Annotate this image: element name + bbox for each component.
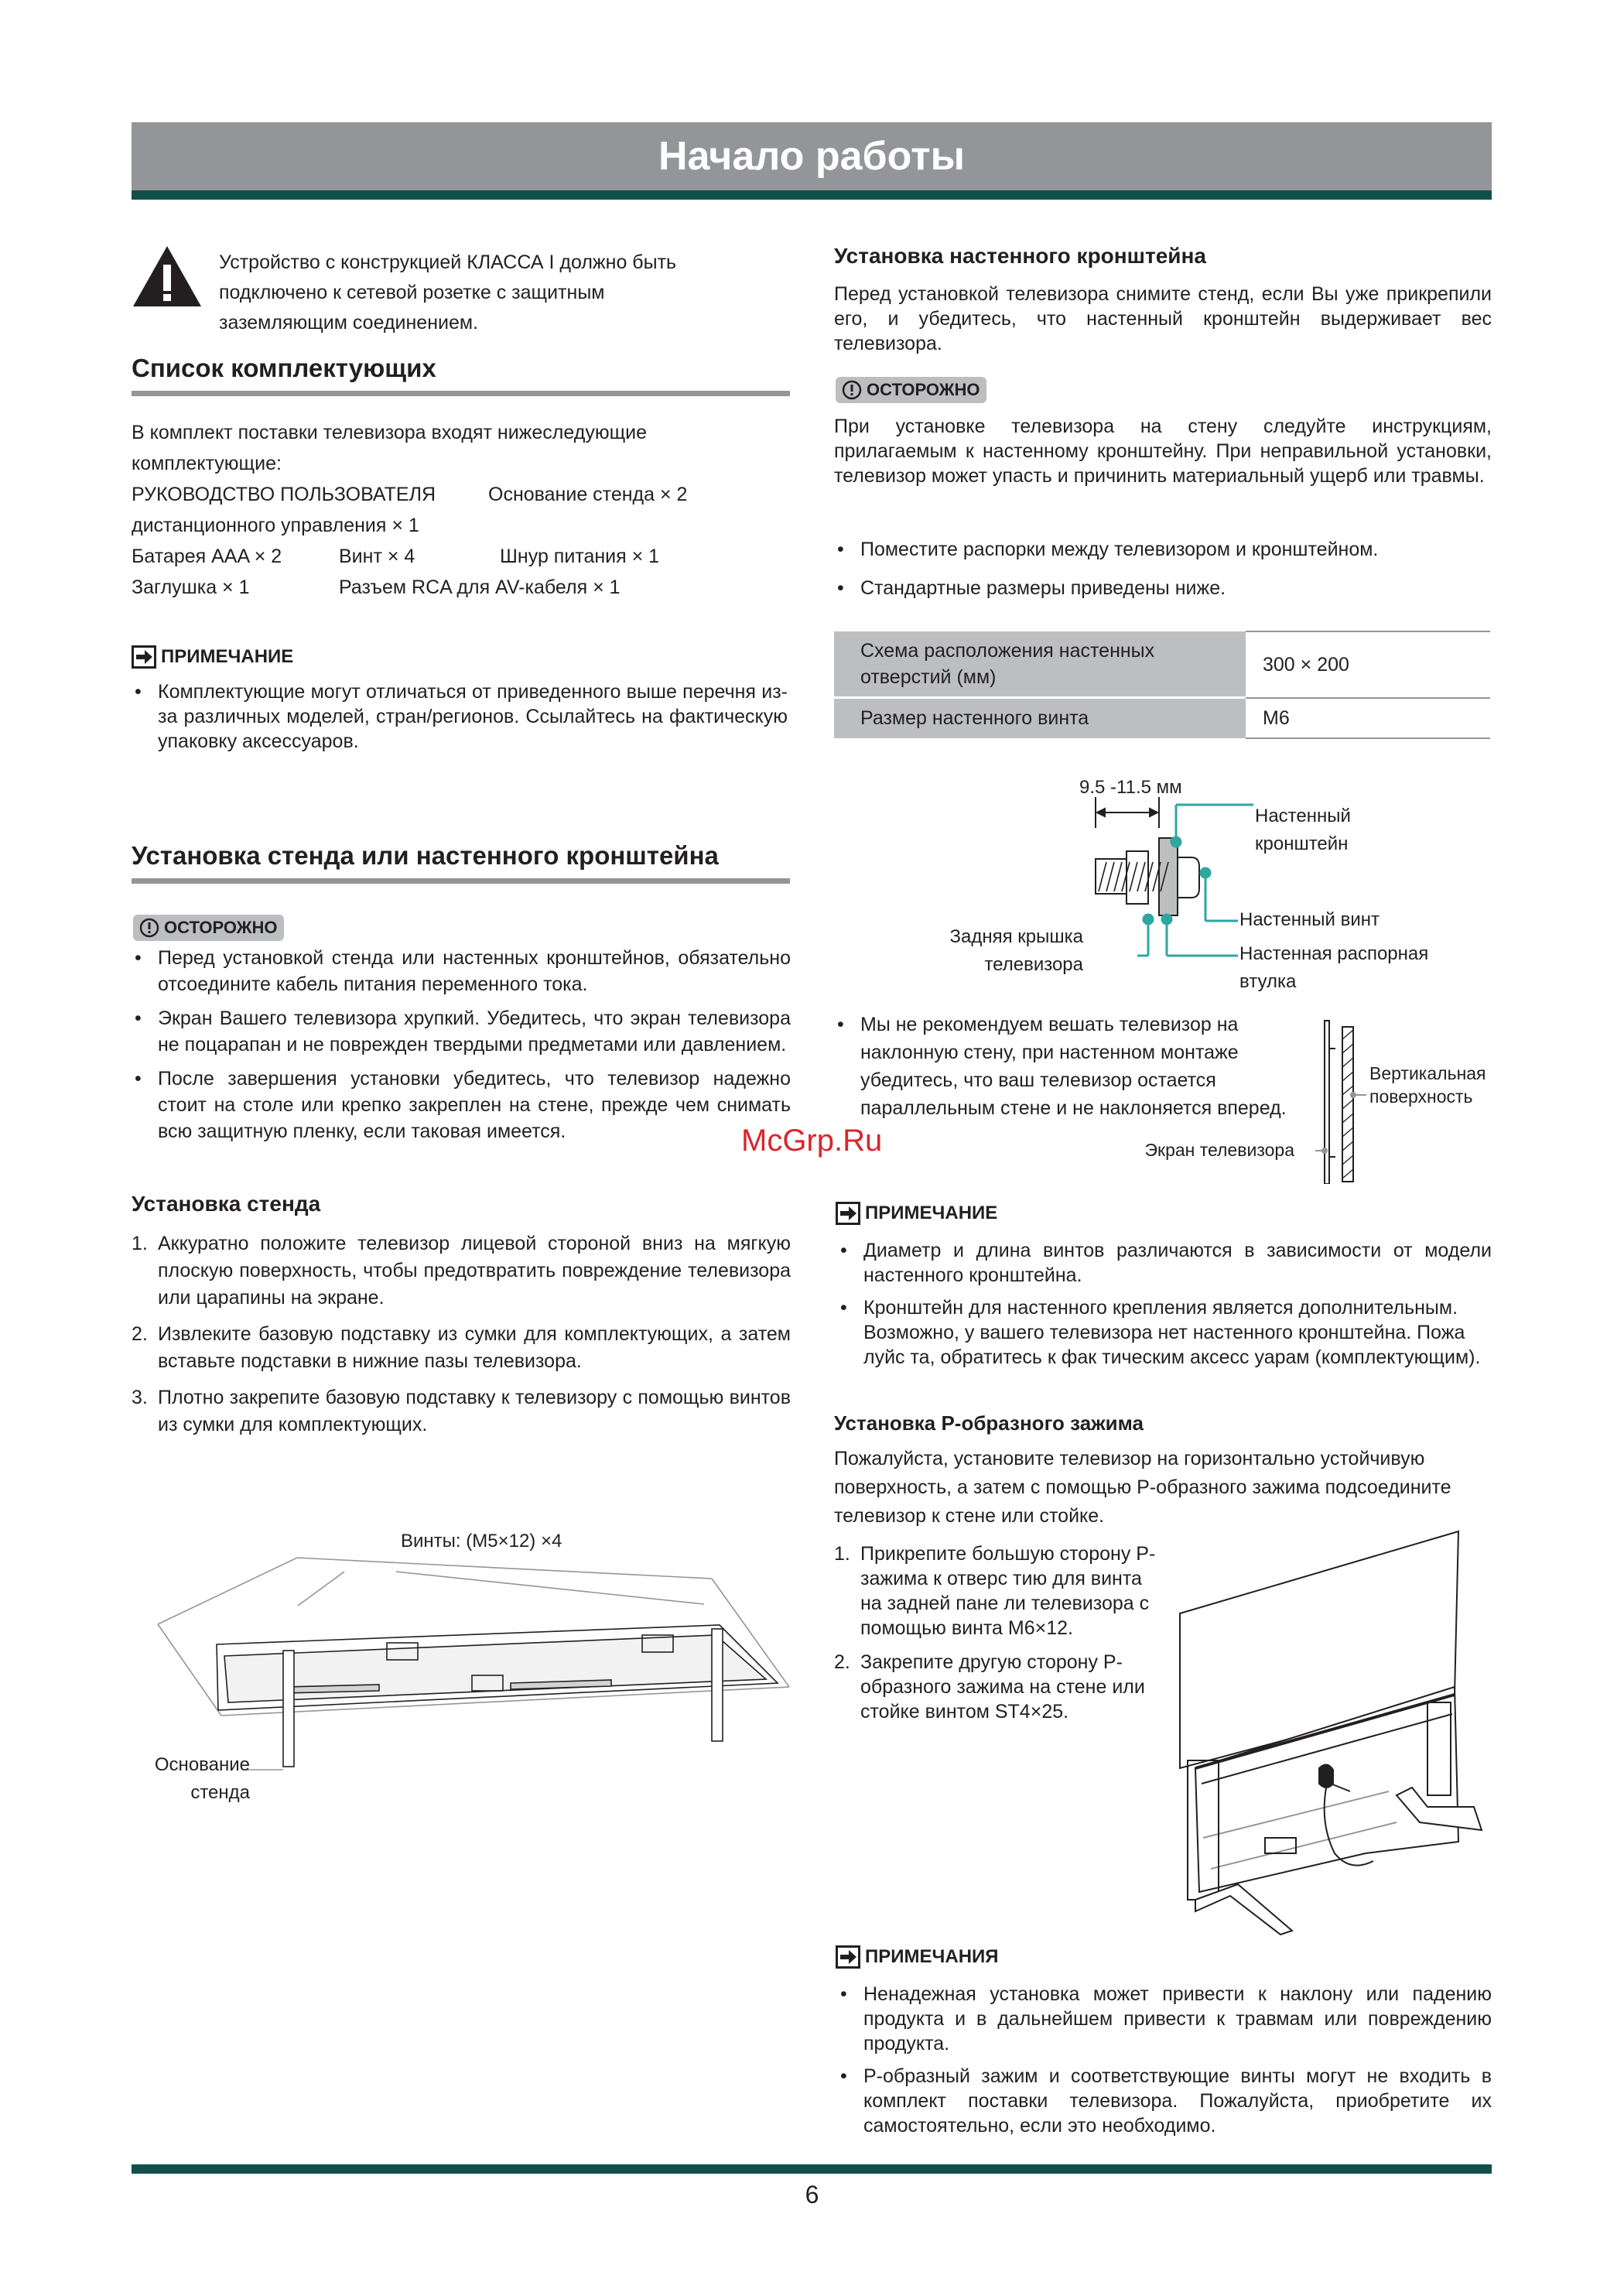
list-item: 1. Прикрепите большую сторону P-зажима к отверс тию для винта на задней пане ли телевизора с помощью винта M6×12.: [834, 1543, 1156, 1639]
p-clamp-steps: [834, 1541, 1159, 1733]
caution-badge: ОСТОРОЖНО: [836, 377, 986, 403]
warning-triangle-icon: [132, 245, 203, 308]
list-item: 2. Извлеките базовую подставку из сумки для комплектующих, а затем вставьте подставки в нижние пазы телевизора.: [132, 1323, 791, 1372]
wall-mount-notes: [837, 1238, 1492, 1377]
wall-mount-caution-text: При установке телевизора на стену следуйте инструкциям, прилагаемым к настенному кронштейну. При неправильной установки, телевизор может упасть и причинить материальный ущерб или травмы.: [834, 416, 1492, 487]
note-arrow-icon: [836, 1945, 860, 1969]
list-item: 1. Аккуратно положите телевизор лицевой стороной вниз на мягкую плоскую поверхность, чтобы предотвратить повреждение телевизора или царапины на экране.: [132, 1233, 791, 1309]
table-cell: Схема расположения настенных отверстий (мм): [834, 631, 1246, 698]
table-cell: M6: [1246, 698, 1490, 738]
caution-icon: [842, 380, 862, 400]
back-cover-label: Задняя крышка телевизора: [949, 926, 1083, 975]
note-arrow-icon: [836, 1202, 860, 1225]
diagram-leader-lines: [1137, 917, 1246, 971]
spacer-label: Настенная распорная втулка: [1239, 943, 1429, 992]
warning-text: Устройство с конструкцией КЛАССА I должно быть подключено к сетевой розетке с защитным заземляющим соединением.: [219, 251, 677, 334]
list-item: • Комплектующие могут отличаться от приведенного выше перечня из-за различных моделей, стран/регионов. Ссылайтесь на фактическую упаковку аксессуаров.: [132, 679, 788, 754]
list-item: • Стандартные размеры приведены ниже.: [834, 575, 1492, 601]
caution-badge: ОСТОРОЖНО: [133, 915, 284, 941]
stand-base-label: Основание стенда: [154, 1754, 250, 1803]
list-item: • Перед установкой стенда или настенных кронштейнов, обязательно отсоедините кабель питания переменного тока.: [132, 945, 791, 997]
page-number: 6: [805, 2181, 819, 2208]
tv-screen-label: Экран телевизора: [1144, 1140, 1294, 1160]
wall-mount-heading: Установка настенного кронштейна: [834, 244, 1207, 268]
header-rule: [132, 190, 1492, 200]
note-label: ПРИМЕЧАНИЕ: [132, 645, 293, 669]
vertical-surface-label: Вертикальная поверхность: [1369, 1063, 1486, 1107]
stand-steps: [132, 1230, 791, 1448]
note-label: ПРИМЕЧАНИЯ: [836, 1945, 999, 1969]
stand-section-heading: Установка стенда или настенного кронштейна: [132, 841, 719, 870]
list-item: 3. Плотно закрепите базовую подставку к телевизору с помощью винтов из сумки для комплектующих.: [132, 1387, 791, 1435]
list-item: • Поместите распорки между телевизором и кронштейном.: [834, 536, 1492, 563]
table-cell: Размер настенного винта: [834, 698, 1246, 738]
note-arrow-icon: [132, 645, 156, 669]
table-cell: 300 × 200: [1246, 631, 1490, 698]
p-clamp-notes: [837, 1982, 1492, 2146]
wall-screw-label: Настенный винт: [1239, 909, 1380, 930]
stand-install-figure: [132, 1552, 797, 1784]
stand-install-heading: Установка стенда: [132, 1192, 321, 1216]
section-rule: [132, 391, 790, 396]
screws-label: Винты: (M5×12) ×4: [401, 1531, 562, 1552]
list-item: • P-образный зажим и соответствующие винты могут не входить в комплект поставки телевизора. Пожалуйста, приобретите их самостоятельно, если это необходимо.: [837, 2064, 1492, 2138]
table-row: [834, 698, 1490, 738]
note-label: ПРИМЕЧАНИЕ: [836, 1202, 997, 1225]
dimension-label: 9.5 -11.5 мм: [1079, 777, 1182, 798]
page-title: Начало работы: [658, 134, 965, 179]
section-rule: [132, 878, 790, 884]
bracket-label: Настенный кронштейн: [1255, 806, 1351, 854]
caution-icon: [139, 918, 159, 938]
list-item: • После завершения установки убедитесь, что телевизор надежно стоит на столе или крепко закреплен на стене, прежде чем снимать всю защитную пленку, если таковая имеется.: [132, 1066, 791, 1144]
list-item: • Ненадежная установка может привести к наклону или падению продукта и в дальнейшем привести к травмам или повреждению продукта.: [837, 1982, 1492, 2056]
footer-rule: [132, 2164, 1492, 2174]
vertical-wall-figure: [1315, 1018, 1377, 1184]
list-item: • Экран Вашего телевизора хрупкий. Убедитесь, что экран телевизора не поцарапан и не поврежден твердыми предметами или давлением.: [132, 1005, 791, 1058]
watermark: McGrp.Ru: [741, 1124, 883, 1158]
list-item: • Диаметр и длина винтов различаются в зависимости от модели настенного кронштейна.: [837, 1238, 1492, 1288]
list-item: • Мы не рекомендуем вешать телевизор на наклонную стену, при настенном монтаже убедитесь, что ваш телевизор остается параллельным стене и не наклоняется вперед.: [834, 1011, 1314, 1122]
wall-mount-bullets: [834, 536, 1492, 609]
table-row: [834, 631, 1490, 698]
p-clamp-heading: Установка P-образного зажима: [834, 1411, 1144, 1435]
wall-mount-spec-table: [834, 631, 1490, 739]
wall-mount-intro: Перед установкой телевизора снимите стенд, если Вы уже прикрепили его, и убедитесь, что настенный кронштейн выдерживает вес телевизора.: [834, 283, 1492, 354]
accessories-heading: Список комплектующих: [132, 354, 436, 382]
tilt-note: [834, 1011, 1314, 1130]
accessories-note: [132, 679, 788, 761]
list-item: • Кронштейн для настенного крепления является дополнительным. Возможно, у вашего телевизора нет настенного кронштейна. Пожа луйс та, обратитесь к фак тическим аксесс уарам (комплектующим).: [837, 1295, 1492, 1370]
stand-cautions: [132, 945, 791, 1152]
p-clamp-intro: Пожалуйста, установите телевизор на горизонтально устойчивую поверхность, а затем с помощью P-образного зажима подсоедините телевизор к стене или стойке.: [834, 1448, 1451, 1527]
p-clamp-figure: [1164, 1528, 1489, 1954]
accessories-list: В комплект поставки телевизора входят нижеследующие комплектующие: РУКОВОДСТВО ПОЛЬЗОВАТЕЛЯ Основание стенда × 2 дистанционного управления × 1 Батарея AAA × 2 Винт × 4 Шнур питания × 1 Заглушка × 1 Разъем RCA для AV-кабеля × 1: [132, 422, 688, 598]
list-item: 2. Закрепите другую сторону P-образного зажима на стене или стойке винтом ST4×25.: [834, 1651, 1145, 1723]
